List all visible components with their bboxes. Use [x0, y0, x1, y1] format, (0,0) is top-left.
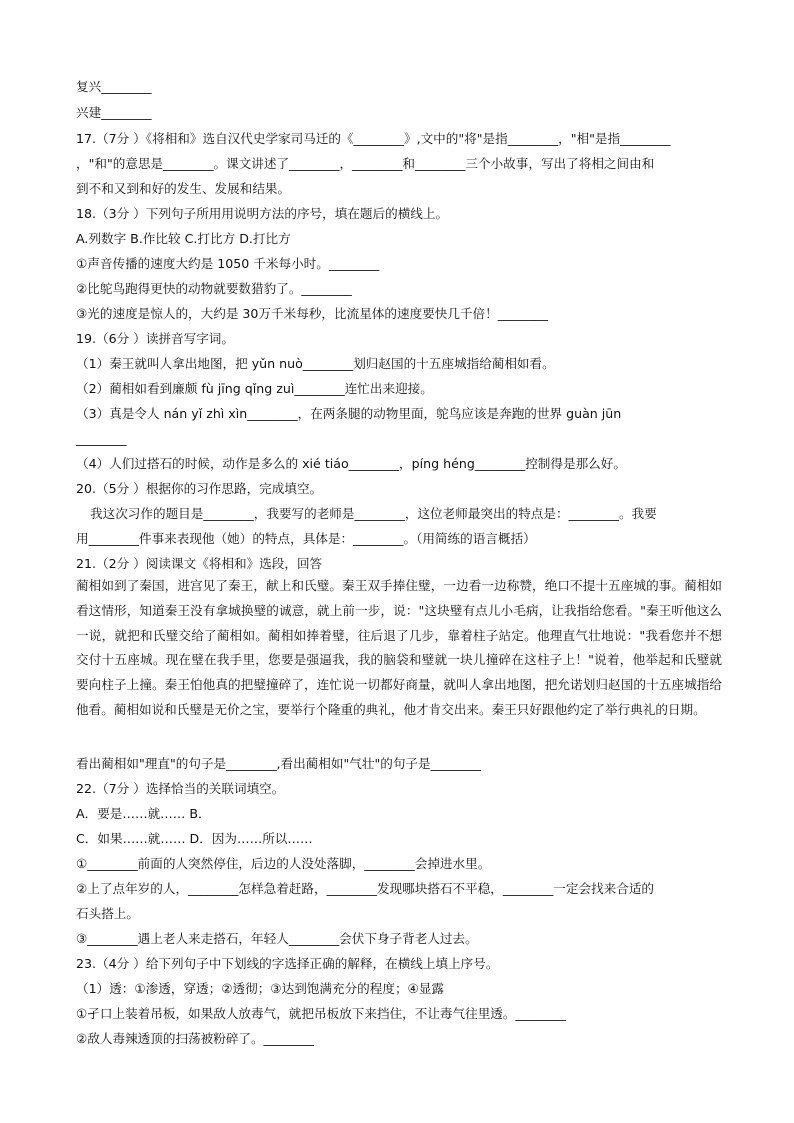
word-line-xingjian: 兴建________ [76, 105, 152, 120]
q23-definition: （1）透：①渗透，穿透；②透彻；③达到饱满充分的程度；④显露 [76, 981, 445, 996]
q23-heading: 23.（4分 ）给下列句子中下划线的字选择正确的解释，在横线上填上序号。 [76, 956, 499, 971]
q22-options-2: C．如果……就…… D．因为……所以…… [76, 831, 313, 846]
q22-item-2: ②上了点年岁的人，________怎样急着赶路，________发现哪块搭石不平稳，________一定会找来合适的 [76, 881, 655, 896]
q18-item-1: ①声音传播的速度大约是 1050 千米每小时。________ [76, 256, 380, 271]
q17-line-2: ，"和"的意思是________。课文讲述了________，________和________三个小故事，写出了将相之间由和 [76, 156, 655, 171]
q21-passage: 蔺相如到了秦国，进宫见了秦王，献上和氏璧。秦王双手捧住璧，一边看一边称赞，绝口不提十五座城的事。蔺相如看这情形，知道秦王没有拿城换璧的诚意，就上前一步，说："这块璧有点儿小毛病，让我指给您看。"秦王听他这么一说，就把和氏璧交给了蔺相如。蔺相如捧着璧，往后退了几步，靠着柱子站定。他理直气壮地说："我看您并不想交付十五座城。现在璧在我手里，您要是强逼我，我的脑袋和璧就一块儿撞碎在这柱子上！"说着，他举起和氏璧就要向柱子上撞。秦王怕他真的把璧撞碎了，连忙说一切都好商量，就叫人拿出地图，把允诺划归赵国的十五座城指给他看。蔺相如说和氏璧是无价之宝，要举行个隆重的典礼，他才肯交出来。秦王只好跟他约定了举行典礼的日期。 [76, 578, 722, 717]
word-line-fuxing: 复兴________ [76, 79, 152, 94]
q18-item-3: ③光的速度是惊人的，大约是 30万千米每秒，比流星体的速度要快几千倍！________ [76, 306, 549, 321]
q18-options: A.列数字 B.作比较 C.打比方 D.打比方 [76, 231, 291, 246]
q22-item-2-cont: 石头搭上。 [76, 906, 139, 921]
q22-item-3: ③________遇上老人来走搭石，年轻人________会伏下身子背老人过去。 [76, 931, 478, 946]
q20-line-1: 我这次习作的题目是________，我要写的老师是________，这位老师最突出的特点是：________。我要 [90, 506, 657, 521]
q22-heading: 22.（7分 ）选择恰当的关联词填空。 [76, 781, 285, 796]
q19-heading: 19.（6分 ）读拼音写字词。 [76, 331, 234, 346]
q19-item-3-blank: ________ [76, 431, 127, 446]
q21-heading: 21.（2分 ）阅读课文《将相和》选段，回答 [76, 556, 323, 571]
q22-options-1: A．要是……就…… B． [76, 806, 211, 821]
q18-heading: 18.（3分 ）下列句子所用用说明方法的序号，填在题后的横线上。 [76, 206, 449, 221]
q17-line-1: 17.（7分 ）《将相和》选自汉代史学家司马迁的《________》,文中的"将"是指________，"相"是指________ [76, 131, 671, 146]
q19-item-1: （1）秦王就叫人拿出地图，把 yǔn nuò________划归赵国的十五座城指给蔺相如看。 [76, 356, 555, 371]
q19-item-3: （3）真是令人 nán yǐ zhì xìn________，在两条腿的动物里面，鸵鸟应该是奔跑的世界 guàn jūn [76, 406, 622, 421]
q23-item-2: ②敌人毒辣透顶的扫荡被粉碎了。________ [76, 1031, 314, 1046]
q19-item-4: （4）人们过搭石的时候，动作是多么的 xié tiáo________，píng héng________控制得是那么好。 [76, 456, 626, 471]
q20-line-2: 用________件事来表现他（她）的特点，具体是：________。（用简练的语言概括） [76, 531, 536, 546]
q19-item-2: （2）蔺相如看到廉颇 fù jīng qǐng zuì________连忙出来迎接。 [76, 381, 433, 396]
q17-line-3: 到不和又到和好的发生、发展和结果。 [76, 181, 291, 196]
q23-item-1: ①孑口上装着吊板，如果敌人放毒气，就把吊板放下来挡住，不让毒气往里透。________ [76, 1006, 566, 1021]
q20-heading: 20.（5分 ）根据你的习作思路，完成填空。 [76, 481, 323, 496]
q21-question: 看出蔺相如"理直"的句子是________,看出蔺相如"气壮"的句子是________ [76, 756, 481, 771]
q22-item-1: ①________前面的人突然停住，后边的人没处落脚，________会掉进水里。 [76, 856, 491, 871]
q18-item-2: ②比鸵鸟跑得更快的动物就要数猎豹了。________ [76, 281, 352, 296]
